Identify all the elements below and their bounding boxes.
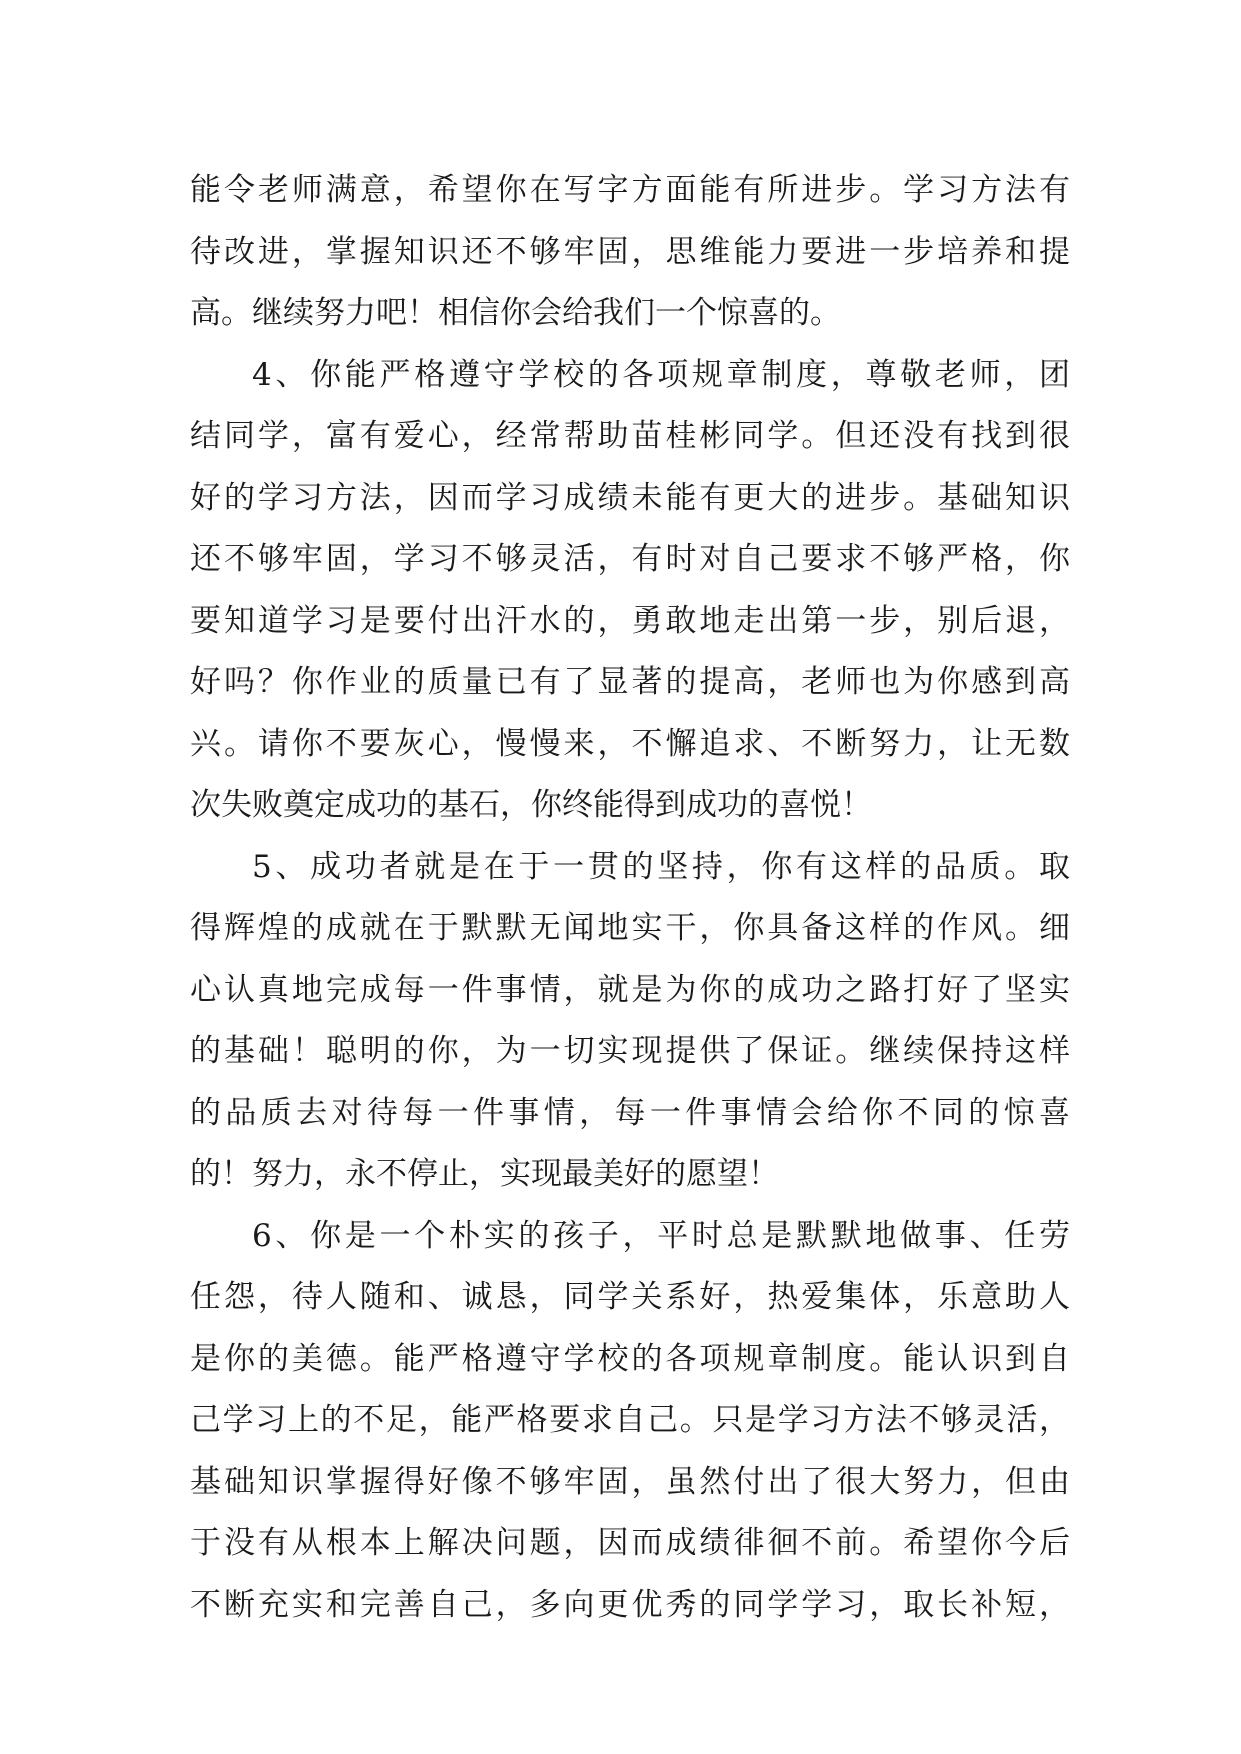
text-line: 得辉煌的成就在于默默无闻地实干，你具备这样的作风。细 <box>190 910 1070 946</box>
text-line: 还不够牢固，学习不够灵活，有时对自己要求不够严格，你 <box>190 541 1070 577</box>
text-line: 的基础！聪明的你，为一切实现提供了保证。继续保持这样 <box>190 1033 1070 1069</box>
text-line: 不断充实和完善自己，多向更优秀的同学学习，取长补短， <box>190 1586 1070 1623</box>
text-line: 是你的美德。能严格遵守学校的各项规章制度。能认识到自 <box>190 1340 1070 1377</box>
paragraph-6-first-line: 6、你是一个朴实的孩子，平时总是默默地做事、任劳 <box>252 1217 1070 1254</box>
text-line: 好吗？你作业的质量已有了显著的提高，老师也为你感到高 <box>190 664 1070 700</box>
body-text <box>190 160 1070 1636</box>
text-line: 次失败奠定成功的基石，你终能得到成功的喜悦！ <box>190 787 872 823</box>
text-line: 的！努力，永不停止，实现最美好的愿望！ <box>190 1156 779 1192</box>
text-line: 的品质去对待每一件事情，每一件事情会给你不同的惊喜 <box>190 1094 1070 1131</box>
text-line: 任怨，待人随和、诚恳，同学关系好，热爱集体，乐意助人 <box>190 1279 1070 1315</box>
text-line: 心认真地完成每一件事情，就是为你的成功之路打好了坚实 <box>190 971 1070 1008</box>
text-line: 要知道学习是要付出汗水的，勇敢地走出第一步，别后退， <box>190 602 1070 639</box>
text-line: 结同学，富有爱心，经常帮助苗桂彬同学。但还没有找到很 <box>190 418 1070 454</box>
text-line: 于没有从根本上解决问题，因而成绩徘徊不前。希望你今后 <box>190 1525 1070 1561</box>
text-line: 高。继续努力吧！相信你会给我们一个惊喜的。 <box>190 295 841 331</box>
text-line: 能令老师满意，希望你在写字方面能有所进步。学习方法有 <box>190 172 1070 208</box>
paragraph-4-first-line: 4、你能严格遵守学校的各项规章制度，尊敬老师，团 <box>252 356 1070 393</box>
text-line: 基础知识掌握得好像不够牢固，虽然付出了很大努力，但由 <box>190 1463 1070 1500</box>
text-line: 好的学习方法，因而学习成绩未能有更大的进步。基础知识 <box>190 479 1070 516</box>
text-line: 兴。请你不要灰心，慢慢来，不懈追求、不断努力，让无数 <box>190 725 1070 762</box>
text-line: 己学习上的不足，能严格要求自己。只是学习方法不够灵活， <box>190 1402 1070 1438</box>
paragraph-5-first-line: 5、成功者就是在于一贯的坚持，你有这样的品质。取 <box>252 848 1070 885</box>
text-line: 待改进，掌握知识还不够牢固，思维能力要进一步培养和提 <box>190 233 1070 270</box>
